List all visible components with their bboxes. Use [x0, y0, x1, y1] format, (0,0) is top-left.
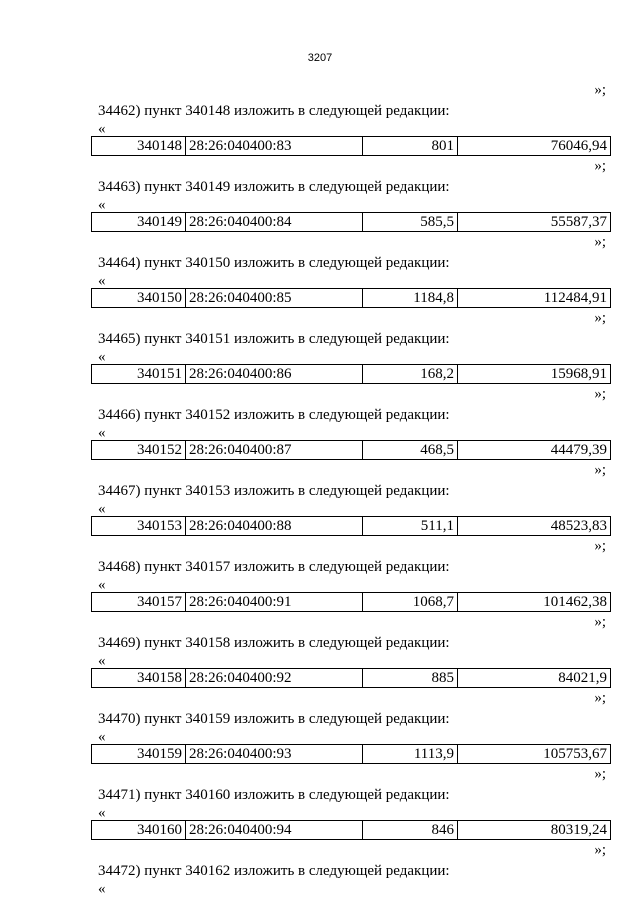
- opening-quote: «: [98, 273, 106, 289]
- closing-quote: »;: [594, 234, 606, 250]
- opening-quote: «: [98, 577, 106, 593]
- amendment-instruction: 34470) пункт 340159 изложить в следующей редакции:: [98, 711, 450, 727]
- register-table: [91, 364, 611, 384]
- area-cell: 168,2: [363, 365, 458, 384]
- closing-quote: »;: [594, 690, 606, 706]
- closing-quote: »;: [594, 842, 606, 858]
- amendment-block: [0, 80, 640, 156]
- amendment-block: [0, 308, 640, 384]
- area-cell: 885: [363, 669, 458, 688]
- amendment-block: [0, 536, 640, 612]
- table-row: [92, 137, 611, 156]
- register-table: [91, 440, 611, 460]
- opening-quote: «: [98, 425, 106, 441]
- amendment-block: [0, 460, 640, 536]
- cost-cell: 55587,37: [458, 213, 611, 232]
- amendment-instruction: 34472) пункт 340162 изложить в следующей редакции:: [98, 863, 450, 879]
- amendment-instruction: 34467) пункт 340153 изложить в следующей редакции:: [98, 483, 450, 499]
- area-cell: 846: [363, 821, 458, 840]
- item-number-cell: 340153: [92, 517, 186, 536]
- closing-quote: »;: [594, 310, 606, 326]
- amendment-instruction: 34464) пункт 340150 изложить в следующей редакции:: [98, 255, 450, 271]
- cadastral-number-cell: 28:26:040400:84: [186, 213, 363, 232]
- amendment-block: [0, 156, 640, 232]
- item-number-cell: 340158: [92, 669, 186, 688]
- cost-cell: 76046,94: [458, 137, 611, 156]
- amendment-instruction: 34462) пункт 340148 изложить в следующей редакции:: [98, 103, 450, 119]
- amendment-block: [0, 612, 640, 688]
- register-table: [91, 820, 611, 840]
- page-number: 3207: [307, 52, 333, 64]
- cost-cell: 101462,38: [458, 593, 611, 612]
- cadastral-number-cell: 28:26:040400:94: [186, 821, 363, 840]
- amendment-instruction: 34466) пункт 340152 изложить в следующей редакции:: [98, 407, 450, 423]
- cost-cell: 44479,39: [458, 441, 611, 460]
- cadastral-number-cell: 28:26:040400:91: [186, 593, 363, 612]
- table-row: [92, 517, 611, 536]
- area-cell: 468,5: [363, 441, 458, 460]
- area-cell: 511,1: [363, 517, 458, 536]
- area-cell: 1113,9: [363, 745, 458, 764]
- amendment-block: [0, 232, 640, 308]
- register-table: [91, 744, 611, 764]
- item-number-cell: 340159: [92, 745, 186, 764]
- closing-quote: »;: [594, 538, 606, 554]
- item-number-cell: 340157: [92, 593, 186, 612]
- cadastral-number-cell: 28:26:040400:92: [186, 669, 363, 688]
- cost-cell: 80319,24: [458, 821, 611, 840]
- area-cell: 1184,8: [363, 289, 458, 308]
- opening-quote: «: [98, 121, 106, 137]
- cost-cell: 84021,9: [458, 669, 611, 688]
- table-row: [92, 745, 611, 764]
- opening-quote: «: [98, 501, 106, 517]
- area-cell: 585,5: [363, 213, 458, 232]
- register-table: [91, 516, 611, 536]
- cadastral-number-cell: 28:26:040400:88: [186, 517, 363, 536]
- register-table: [91, 136, 611, 156]
- amendment-instruction: 34465) пункт 340151 изложить в следующей редакции:: [98, 331, 450, 347]
- table-row: [92, 593, 611, 612]
- opening-quote: «: [98, 805, 106, 821]
- item-number-cell: 340160: [92, 821, 186, 840]
- cost-cell: 48523,83: [458, 517, 611, 536]
- opening-quote: «: [98, 881, 106, 897]
- cadastral-number-cell: 28:26:040400:85: [186, 289, 363, 308]
- opening-quote: «: [98, 729, 106, 745]
- amendment-block: [0, 840, 640, 896]
- register-table: [91, 592, 611, 612]
- closing-quote: »;: [594, 766, 606, 782]
- item-number-cell: 340152: [92, 441, 186, 460]
- amendment-instruction: 34469) пункт 340158 изложить в следующей редакции:: [98, 635, 450, 651]
- table-row: [92, 441, 611, 460]
- amendment-instruction: 34468) пункт 340157 изложить в следующей редакции:: [98, 559, 450, 575]
- opening-quote: «: [98, 349, 106, 365]
- table-row: [92, 821, 611, 840]
- opening-quote: «: [98, 653, 106, 669]
- closing-quote: »;: [594, 462, 606, 478]
- table-row: [92, 669, 611, 688]
- amendment-block: [0, 384, 640, 460]
- amendment-block: [0, 688, 640, 764]
- amendment-block: [0, 764, 640, 840]
- item-number-cell: 340148: [92, 137, 186, 156]
- document-body: [0, 80, 640, 896]
- cost-cell: 112484,91: [458, 289, 611, 308]
- cadastral-number-cell: 28:26:040400:93: [186, 745, 363, 764]
- cadastral-number-cell: 28:26:040400:83: [186, 137, 363, 156]
- amendment-instruction: 34471) пункт 340160 изложить в следующей редакции:: [98, 787, 450, 803]
- table-row: [92, 213, 611, 232]
- cadastral-number-cell: 28:26:040400:87: [186, 441, 363, 460]
- table-row: [92, 365, 611, 384]
- cost-cell: 15968,91: [458, 365, 611, 384]
- closing-quote: »;: [594, 82, 606, 98]
- amendment-instruction: 34463) пункт 340149 изложить в следующей редакции:: [98, 179, 450, 195]
- closing-quote: »;: [594, 614, 606, 630]
- cadastral-number-cell: 28:26:040400:86: [186, 365, 363, 384]
- area-cell: 801: [363, 137, 458, 156]
- item-number-cell: 340149: [92, 213, 186, 232]
- area-cell: 1068,7: [363, 593, 458, 612]
- opening-quote: «: [98, 197, 106, 213]
- item-number-cell: 340151: [92, 365, 186, 384]
- cost-cell: 105753,67: [458, 745, 611, 764]
- register-table: [91, 668, 611, 688]
- register-table: [91, 288, 611, 308]
- closing-quote: »;: [594, 386, 606, 402]
- table-row: [92, 289, 611, 308]
- register-table: [91, 212, 611, 232]
- item-number-cell: 340150: [92, 289, 186, 308]
- closing-quote: »;: [594, 158, 606, 174]
